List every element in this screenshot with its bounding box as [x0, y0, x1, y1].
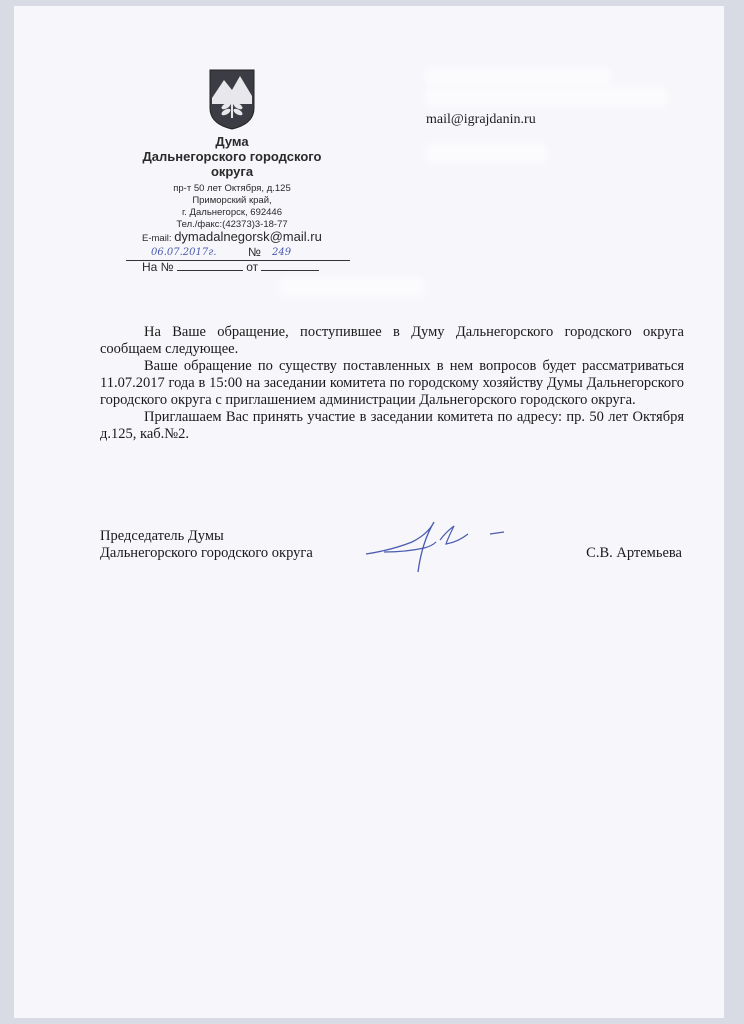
email-label: E-mail: — [142, 233, 172, 244]
address-line: Приморский край, — [192, 195, 272, 206]
organization-name — [114, 134, 350, 179]
from-blank — [261, 260, 319, 271]
signatory-name: С.В. Артемьева — [586, 545, 682, 561]
body-paragraph: Приглашаем Вас принять участие в заседании комитета по адресу: пр. 50 лет Октября д.125, каб.№2. — [100, 409, 684, 442]
address-line: Тел./факс:(42373)3-18-77 — [176, 219, 288, 230]
redacted-recipient-name — [428, 70, 608, 84]
outgoing-reference — [126, 246, 350, 261]
signatory-title-line-2: Дальнегорского городского округа — [100, 545, 313, 561]
from-label: от — [246, 260, 259, 274]
outgoing-date: 06.07.2017г. — [151, 247, 217, 258]
body-paragraph: Ваше обращение по существу поставленных в нем вопросов будет рассматриваться 11.07.2017 года в 15:00 на заседании комитета по городскому хозяйству Думы Дальнегорского городского округа с приглашением администрации Дальнегорского городского округа. — [100, 358, 684, 408]
redacted-recipient-detail — [282, 280, 422, 294]
signatory-title-line-1: Председатель Думы — [100, 528, 224, 544]
coat-of-arms-icon — [208, 68, 256, 130]
letter-page — [14, 6, 724, 1018]
redacted-recipient-address — [428, 146, 544, 160]
org-line-2: Дальнегорского городского — [142, 149, 322, 164]
recipient-email: mail@igrajdanin.ru — [426, 112, 536, 127]
body-paragraph: На Ваше обращение, поступившее в Думу Дальнегорского городского округа сообщаем следующее. — [100, 324, 684, 357]
letter-body — [100, 324, 684, 443]
organization-address — [114, 183, 350, 231]
handwritten-signature — [362, 512, 522, 584]
on-number-blank — [177, 260, 243, 271]
email-address: dymadalnegorsk@mail.ru — [174, 229, 322, 244]
redacted-recipient-line — [428, 90, 664, 104]
number-label: № — [248, 245, 261, 259]
address-line: пр-т 50 лет Октября, д.125 — [173, 183, 291, 194]
outgoing-number: 249 — [272, 247, 292, 258]
organization-email — [142, 229, 322, 244]
org-line-3: округа — [210, 164, 254, 179]
org-line-1: Дума — [215, 134, 249, 149]
incoming-reference — [142, 260, 319, 274]
address-line: г. Дальнегорск, 692446 — [181, 207, 283, 218]
on-number-label: На № — [142, 260, 174, 274]
